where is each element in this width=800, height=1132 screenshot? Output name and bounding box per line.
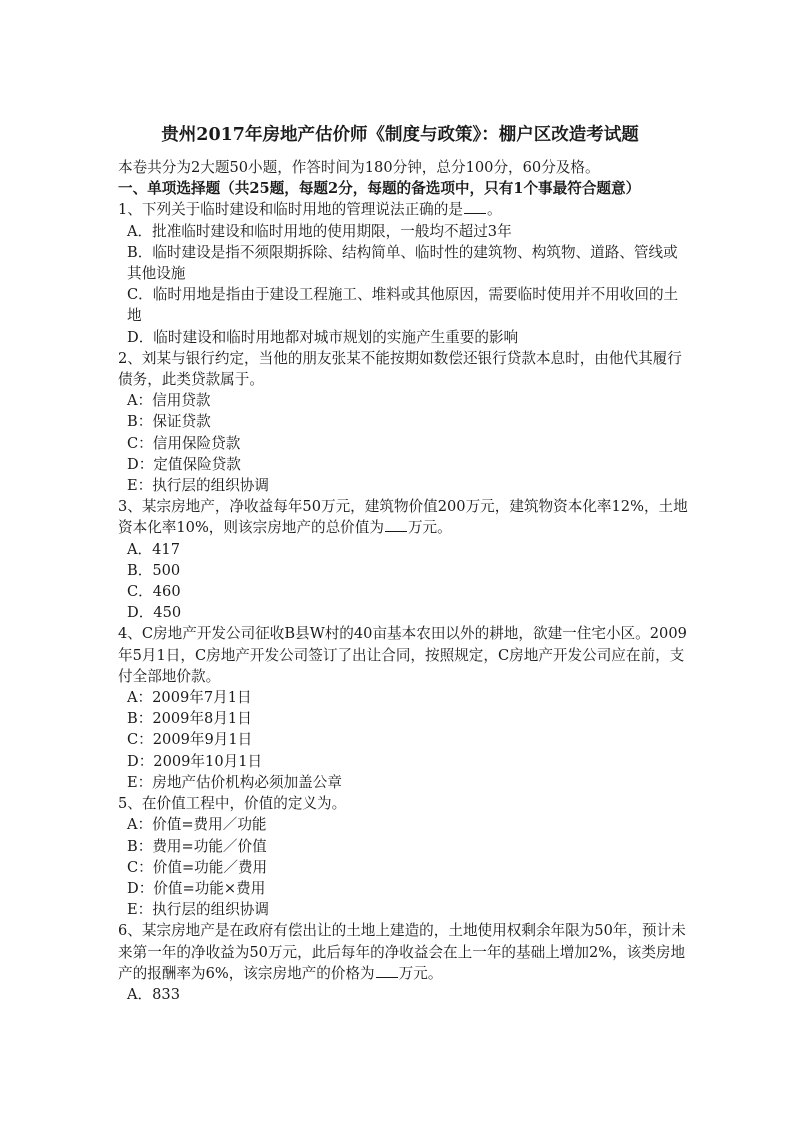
option: C：价值=功能／费用 (127, 858, 268, 876)
question-stem (118, 199, 692, 220)
question-stem: 2、刘某与银行约定，当他的朋友张某不能按期如数偿还银行贷款本息时，由他代其履行债务，此类贷款属于。 (118, 349, 682, 389)
answer-blank (385, 518, 407, 532)
question-stem (118, 920, 692, 984)
question-text: 3、某宗房地产，净收益每年50万元，建筑物价值200万元，建筑物资本化率12%，土地资本化率10%，则该宗房地产的总价值为 (118, 498, 688, 537)
option: D：定值保险贷款 (127, 455, 241, 473)
option: A．833 (127, 985, 180, 1003)
question-stem: 4、C房地产开发公司征收B县W村的40亩基本农田以外的耕地，欲建一住宅小区。2009年5月1日，C房地产开发公司签订了出让合同，按照规定，C房地产开发公司应在前，支付全部地价款。 (118, 625, 687, 685)
option: A．批准临时建设和临时用地的使用期限，一般均不超过3年 (127, 222, 512, 240)
exam-title: 贵州2017年房地产估价师《制度与政策》：棚户区改造考试题 (161, 125, 639, 145)
option: D：2009年10月1日 (127, 752, 263, 770)
option: B．临时建设是指不须限期拆除、结构简单、临时性的建筑物、构筑物、道路、管线或其他设施 (127, 243, 678, 283)
answer-blank (464, 200, 486, 214)
exam-intro: 本卷共分为2大题50小题，作答时间为180分钟，总分100分，60分及格。 (118, 159, 600, 176)
option: D．临时建设和临时用地都对城市规划的实施产生重要的影响 (127, 328, 519, 346)
option: E：执行层的组织协调 (127, 477, 269, 495)
question-1 (118, 199, 692, 347)
option: B：2009年8月1日 (127, 710, 252, 728)
answer-blank (376, 964, 398, 978)
question-stem: 5、在价值工程中，价值的定义为。 (118, 795, 347, 813)
section-heading: 一、单项选择题（共25题，每题2分，每题的备选项中，只有1个事最符合题意） (118, 180, 641, 198)
option: A．417 (127, 540, 180, 558)
option: C：信用保险贷款 (127, 434, 241, 452)
question-text-end: 万元。 (407, 519, 452, 537)
option: C．临时用地是指由于建设工程施工、堆料或其他原因，需要临时使用并不用收回的土地 (127, 286, 679, 325)
exam-body (118, 157, 692, 1005)
question-4 (118, 623, 692, 793)
option: A：价值=费用／功能 (127, 816, 267, 834)
question-5 (118, 793, 692, 920)
option: D．450 (127, 604, 182, 622)
question-text: 1、下列关于临时建设和临时用地的管理说法正确的是 (118, 201, 463, 219)
question-text: 6、某宗房地产是在政府有偿出让的土地上建造的，土地使用权剩余年限为50年，预计未来第一年的净收益为50万元，此后每年的净收益会在上一年的基础上增加2%，该类房地产的报酬率为6%，该宗房地产的价格为 (118, 922, 686, 982)
question-stem (118, 496, 692, 538)
option: C：2009年9月1日 (127, 731, 253, 749)
question-text-end: 万元。 (398, 964, 443, 982)
option: B：保证贷款 (127, 413, 211, 431)
option: C．460 (127, 583, 181, 601)
question-6 (118, 920, 692, 1005)
question-text-end: 。 (486, 201, 502, 219)
question-3 (118, 496, 692, 623)
option: B．500 (127, 561, 181, 579)
option: E：执行层的组织协调 (127, 901, 269, 919)
question-2 (118, 348, 692, 496)
option: D：价值=功能×费用 (127, 879, 266, 897)
option: E：房地产估价机构必须加盖公章 (127, 773, 342, 791)
option: B：费用=功能／价值 (127, 837, 267, 855)
option: A：信用贷款 (127, 392, 211, 410)
option: A：2009年7月1日 (127, 689, 252, 707)
